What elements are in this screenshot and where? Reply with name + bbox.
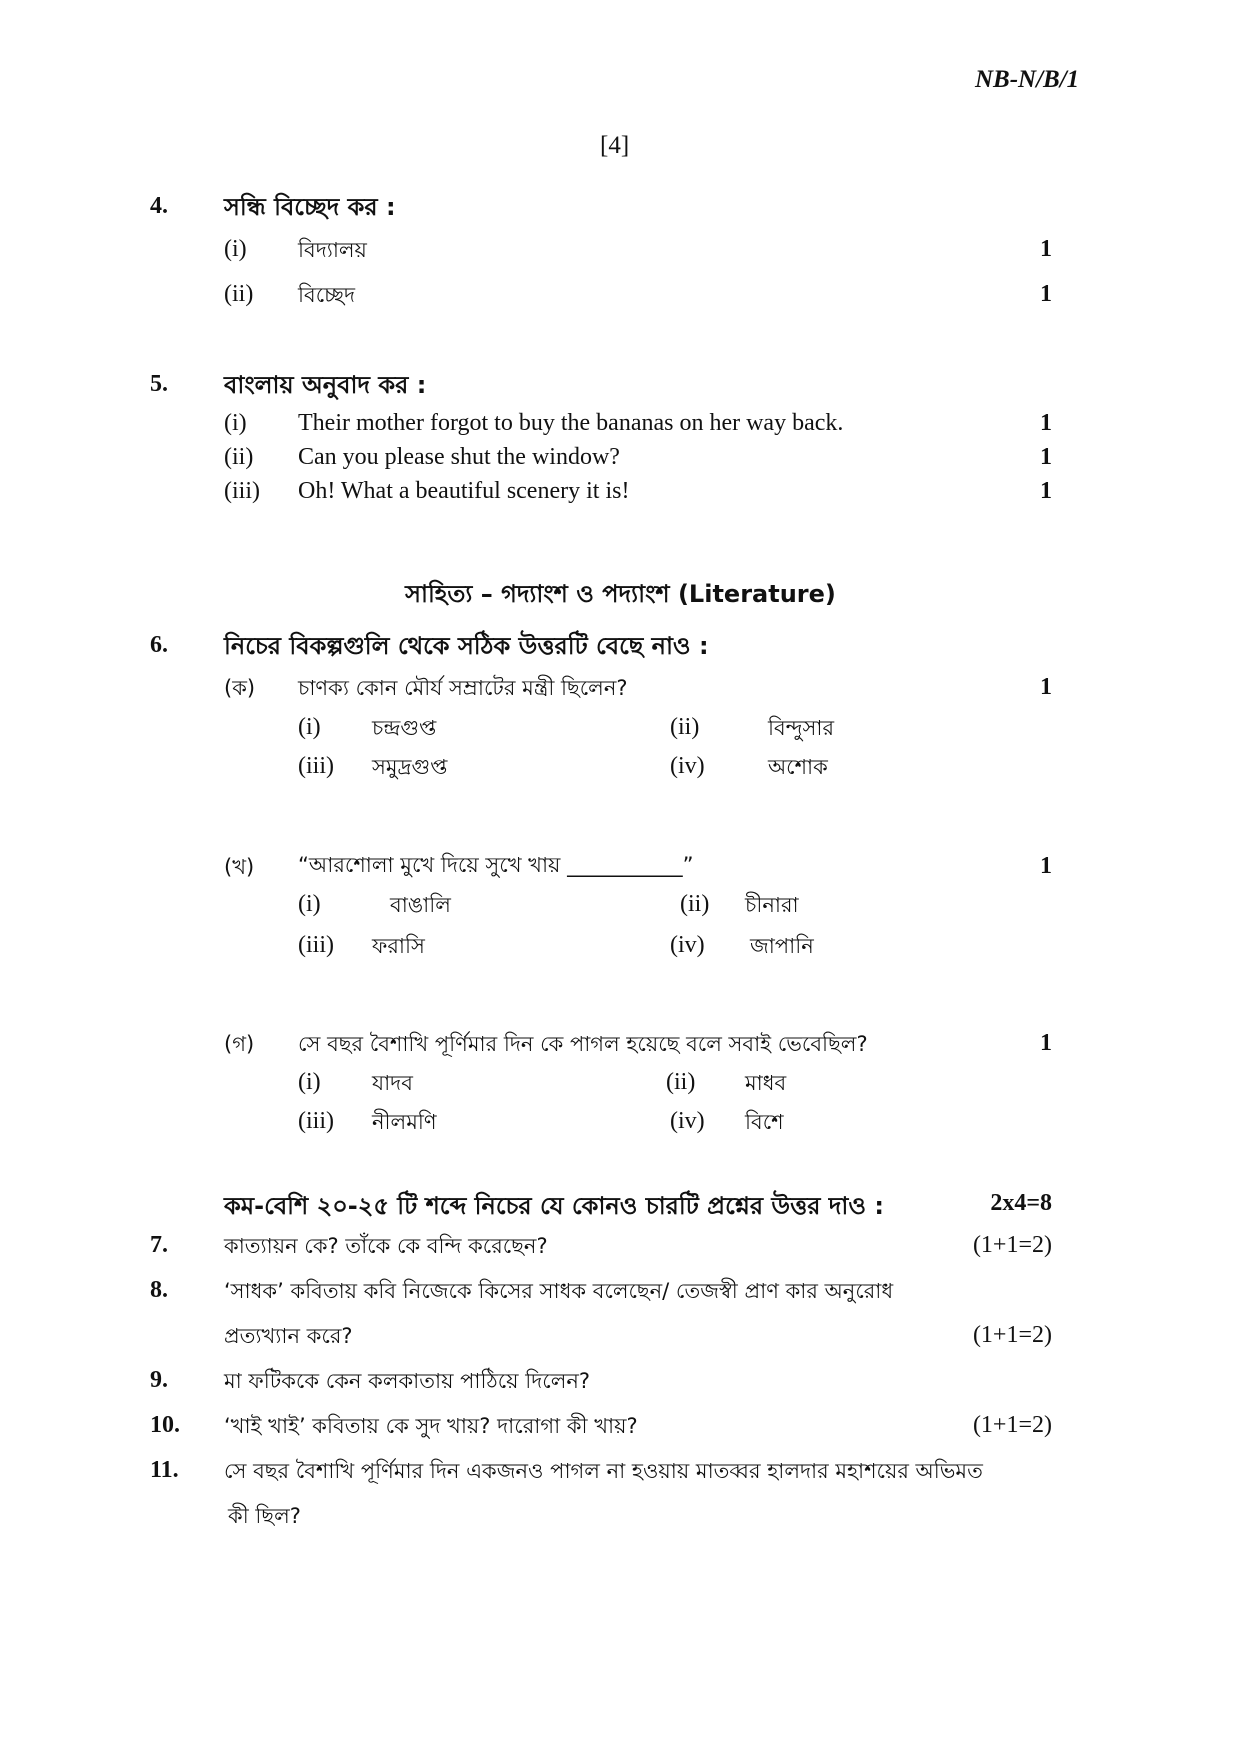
item-label: (ii) (224, 444, 254, 470)
option-text: বিশে (745, 1110, 784, 1134)
option-label: (ii) (680, 891, 710, 917)
item-mark: 1 (1040, 410, 1052, 436)
item-mark: 1 (1040, 281, 1052, 307)
part-mark: 1 (1040, 674, 1052, 700)
question-marks: (1+1=2) (972, 1232, 1052, 1258)
question-number: 6. (150, 632, 168, 658)
option-text: মাধব (745, 1071, 787, 1095)
part-label: (গ) (224, 1032, 255, 1056)
option-label: (iii) (298, 753, 334, 779)
part-question: “আরশোলা মুখে দিয়ে সুখে খায় ___________” (298, 853, 694, 877)
part-question: সে বছর বৈশাখি পূর্ণিমার দিন কে পাগল হয়েছে বলে সবাই ভেবেছিল? (298, 1032, 868, 1056)
item-text: Oh! What a beautiful scenery it is! (298, 478, 630, 504)
question-marks: (1+1=2) (972, 1322, 1052, 1348)
item-mark: 1 (1040, 478, 1052, 504)
part-question: চাণক্য কোন মৌর্য সম্রাটের মন্ত্রী ছিলেন? (298, 676, 628, 700)
question-title: বাংলায় অনুবাদ কর : (224, 371, 427, 399)
question-title: নিচের বিকল্পগুলি থেকে সঠিক উত্তরটি বেছে নাও : (224, 632, 709, 660)
part-label: (খ) (224, 855, 255, 879)
option-text: জাপানি (750, 934, 814, 958)
part-label: (ক) (224, 676, 256, 700)
option-text: ফরাসি (372, 934, 425, 958)
question-text: কাত্যায়ন কে? তাঁকে কে বন্দি করেছেন? (224, 1234, 548, 1258)
question-title: সন্ধি বিচ্ছেদ কর : (224, 193, 396, 221)
instruction-text: কম-বেশি ২০-২৫ টি শব্দে নিচের যে কোনও চারটি প্রশ্নের উত্তর দাও : (224, 1192, 884, 1220)
question-text: ‘খাই খাই’ কবিতায় কে সুদ খায়? দারোগা কী খায়? (224, 1414, 638, 1438)
paper-code: NB-N/B/1 (975, 66, 1080, 93)
question-marks: (1+1=2) (972, 1412, 1052, 1438)
option-label: (iv) (670, 753, 705, 779)
option-text: নীলমণি (372, 1110, 437, 1134)
question-text: সে বছর বৈশাখি পূর্ণিমার দিন একজনও পাগল না হওয়ায় মাতব্বর হালদার মহাশয়ের অভিমত (224, 1459, 983, 1483)
option-text: সমুদ্রগুপ্ত (372, 755, 448, 779)
question-text: ‘সাধক’ কবিতায় কবি নিজেকে কিসের সাধক বলেছেন/ তেজস্বী প্রাণ কার অনুরোধ (224, 1279, 894, 1303)
question-number: 11. (150, 1457, 179, 1483)
question-number: 9. (150, 1367, 168, 1393)
question-number: 7. (150, 1232, 168, 1258)
item-text: বিদ্যালয় (298, 238, 367, 262)
total-marks: 2x4=8 (990, 1190, 1052, 1216)
item-text: Can you please shut the window? (298, 444, 620, 470)
question-number: 8. (150, 1277, 168, 1303)
page-number: [4] (600, 132, 630, 159)
option-text: চন্দ্রগুপ্ত (372, 716, 437, 740)
option-text: অশোক (768, 755, 828, 779)
item-mark: 1 (1040, 444, 1052, 470)
question-number: 5. (150, 371, 168, 397)
section-heading: সাহিত্য – গদ্যাংশ ও পদ্যাংশ (Literature) (405, 580, 836, 608)
question-text: মা ফটিককে কেন কলকাতায় পাঠিয়ে দিলেন? (224, 1369, 591, 1393)
item-text: বিচ্ছেদ (298, 283, 356, 307)
option-label: (i) (298, 1069, 321, 1095)
question-number: 4. (150, 193, 168, 219)
item-label: (iii) (224, 478, 260, 504)
option-label: (i) (298, 714, 321, 740)
option-label: (i) (298, 891, 321, 917)
part-mark: 1 (1040, 1030, 1052, 1056)
part-mark: 1 (1040, 853, 1052, 879)
question-text-continued: প্রত্যখ্যান করে? (224, 1324, 353, 1348)
option-label: (iv) (670, 1108, 705, 1134)
option-text: চীনারা (745, 893, 799, 917)
item-mark: 1 (1040, 236, 1052, 262)
item-text: Their mother forgot to buy the bananas on her way back. (298, 410, 844, 436)
item-label: (i) (224, 410, 247, 436)
question-text-continued: কী ছিল? (228, 1504, 301, 1528)
option-label: (iv) (670, 932, 705, 958)
question-number: 10. (150, 1412, 180, 1438)
item-label: (ii) (224, 281, 254, 307)
option-label: (iii) (298, 1108, 334, 1134)
option-label: (ii) (666, 1069, 696, 1095)
option-text: যাদব (372, 1071, 413, 1095)
option-text: বাঙালি (390, 893, 451, 917)
item-label: (i) (224, 236, 247, 262)
option-label: (ii) (670, 714, 700, 740)
option-label: (iii) (298, 932, 334, 958)
option-text: বিন্দুসার (768, 716, 835, 740)
